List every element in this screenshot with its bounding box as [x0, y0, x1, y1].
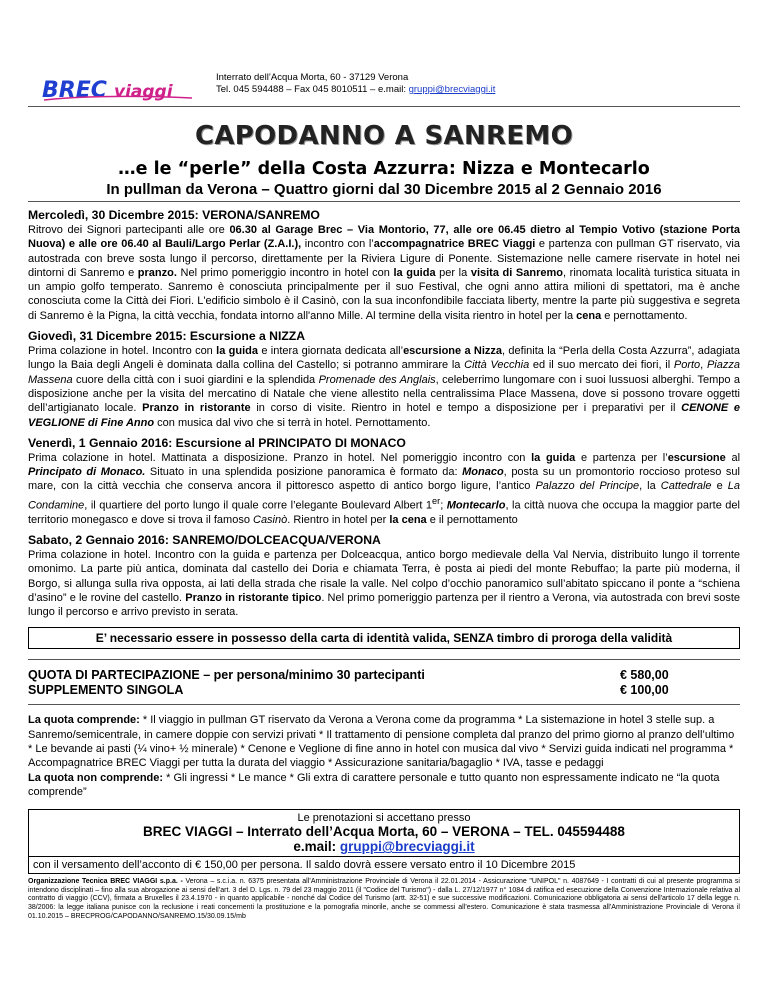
text-run: al: [725, 451, 741, 464]
text-run: con musica dal vivo che si terrà in hotel. Pernottamento.: [154, 416, 431, 429]
day-section: [28, 208, 740, 323]
text-run: Prima colazione in hotel. Incontro con: [28, 345, 217, 358]
text-run: la cena: [389, 513, 427, 526]
text-run: Prima colazione in hotel. Incontro con la guida e partenza per Dolceacqua, antico borgo medievale della Val Nervia, distribuito lungo il torrente omonimo. La parte più antica, dominata dal castello dei Doria e chiamata Terra, è posta ai piedi del monte Rebuffao; la parte più moderna, il Borgo, si allunga sulla riva opposta, ai lati della strada che risale la valle. Nel colpo d’occhio panoramico sull’abitato spiccano il ponte a “schiena d’asino” e le rovine del castello.: [28, 549, 740, 604]
day-description: [28, 344, 740, 430]
header-email-link[interactable]: gruppi@brecviaggi.it: [408, 84, 496, 95]
booking-email-line: [33, 839, 735, 854]
document-page: [28, 66, 740, 921]
booking-deposit: con il versamento dell’acconto di € 150,00 per persona. Il saldo dovrà essere versato entro il 10 Dicembre 2015: [29, 856, 739, 871]
header-rule: [28, 106, 740, 107]
quota-price: € 580,00: [620, 668, 669, 683]
text-run: e partenza con pullman GT riservato, via autostrada con breve sosta lungo il percorso, direttamente per la Riviera Ligure di Ponente. Sistemazione nelle camere riservate in hotel nei dintorni di Sanremo e: [28, 238, 740, 279]
day-section: [28, 533, 740, 619]
company-address: [216, 72, 495, 96]
inclusions: [28, 713, 740, 799]
booking-email-prefix: e.mail:: [293, 839, 340, 855]
day-heading: Sabato, 2 Gennaio 2016: SANREMO/DOLCEACQUA/VERONA: [28, 533, 381, 547]
text-run: . Nel primo pomeriggio partenza per il rientro a Verona, via autostrada con brevi soste lungo il percorso e arrivo previsto in serata.: [28, 591, 741, 619]
day-section: [28, 329, 740, 430]
text-run: , il quartiere del porto lungo il quale corre l’elegante Boulevard Albert 1: [84, 499, 433, 512]
text-run: in corso di visite. Rientro in hotel e tempo a disposizione per i preparativi per il: [250, 402, 682, 415]
text-run: cuore della città con i suoi giardini e la splendida: [72, 373, 319, 386]
text-run: e il pernottamento: [426, 513, 518, 526]
text-run: Promenade des Anglais: [318, 373, 436, 386]
price-values: [620, 668, 740, 698]
text-run: Pranzo in ristorante tipico: [185, 591, 322, 604]
text-run: Pranzo in ristorante: [142, 402, 251, 415]
booking-box: [28, 809, 740, 874]
single-supplement-price: € 100,00: [620, 683, 669, 698]
day-heading: Venerdì, 1 Gennaio 2016: Escursione al PRINCIPATO DI MONACO: [28, 435, 406, 450]
legal-footer: [28, 878, 740, 921]
text-run: Ritrovo dei Signori partecipanti alle ore: [28, 224, 230, 236]
id-card-notice: E’ necessario essere in possesso della carta di identità valida, SENZA timbro di proroga della validità: [28, 627, 740, 649]
text-run: Montecarlo: [446, 499, 506, 512]
contacts-prefix: Tel. 045 594488 – Fax 045 8010511 – e.mail:: [216, 84, 409, 95]
day-section: [28, 436, 740, 527]
text-run: . Rientro in hotel per: [287, 513, 390, 526]
footer-text: Verona – s.c.i.a. n. 6375 presentata all’Amministrazione Provinciale di Verona il 22.01.2014 - Assicurazione "UNIPOL" n. 4087649 - I contratti di cui al presente programma si intendono disciplinati – fino alla sua abrogazione ai sensi dell’art. 3 del D. Lgs. n. 79 del 23 maggio 2011 (il "Codice del Turismo") - dalla L. 27/12/1977 n° 1084 di ratifica ed esecuzione della Convenzione Internazionale relativa al contratto di viaggio (CCV), firmata a Bruxelles il 23.4.1970 - in quanto applicabile - nonché dal Codice del Turismo (artt. 32-51) e sue successive modificazioni. Comunicazione obbligatoria ai sensi dell'articolo 17 della legge n. 38/2006: la legge italiana punisce con la reclusione i reati concernenti la prostituzione e la pornografia minorile, anche se commessi all’estero. Comunicazione è stata trasmessa all’Amministrazione Provinciale di Verona il 01.10.2015 – BRECPROG/CAPODANNO/SANREMO.15/30.09.15/mb: [28, 878, 740, 920]
text-run: Monaco: [462, 466, 504, 479]
single-supplement-label: SUPPLEMENTO SINGOLA: [28, 683, 184, 698]
contacts-line: [216, 84, 495, 96]
footer-org: Organizzazione Tecnica BREC VIAGGI s.p.a. -: [28, 878, 183, 886]
text-run: la guida: [393, 266, 436, 279]
text-run: Casinò: [253, 513, 288, 526]
excludes-label: La quota non comprende:: [28, 771, 164, 784]
text-run: escursione: [667, 451, 726, 464]
price-block: [28, 659, 740, 705]
text-run: , definita la “Perla della Costa Azzurra”, adagiata lungo la Baia degli Angeli è dominata dalla collina del Castello; si potranno ammirare la: [28, 345, 740, 372]
text-run: Prima colazione in hotel. Mattinata a disposizione. Pranzo in hotel. Nel pomeriggio incontro con: [28, 451, 532, 464]
text-run: la guida: [531, 451, 576, 464]
text-run: escursione a Nizza: [403, 345, 503, 358]
text-run: Porto: [673, 359, 701, 372]
page-title: CAPODANNO A SANREMO: [195, 121, 573, 151]
text-run: e intera giornata dedicata all’: [257, 345, 404, 358]
day-heading: Mercoledì, 30 Dicembre 2015: VERONA/SANREMO: [28, 208, 320, 222]
text-run: ,: [700, 359, 707, 372]
text-run: , celeberrimo lungomare con i suoi lussuosi alberghi. Tempo a disposizione anche per la visita del mercatino di Natale che viene allestito nella centralissima Place Massena, dove si possono trovare oggetti dell’artigianato locale.: [28, 373, 740, 415]
text-run: incontro con l’: [301, 238, 374, 251]
includes-label: La quota comprende:: [28, 714, 140, 727]
booking-agency: BREC VIAGGI – Interrato dell’Acqua Morta, 60 – VERONA – TEL. 045594488: [143, 824, 625, 840]
day-heading: Giovedì, 31 Dicembre 2015: Escursione a NIZZA: [28, 329, 306, 344]
price-labels: [28, 668, 425, 698]
day-description: [28, 451, 740, 527]
svg-text:viaggi: viaggi: [114, 82, 173, 102]
includes-text: * Il viaggio in pullman GT riservato da Verona a Verona come da programma * La sistemazione in hotel 3 stelle sup. a Sanremo/semicentrale, in camere doppie con servizi privati * Il trattamento di pensione completa dal pranzo del primo giorno al pranzo dell’ultimo * Le bevande ai pasti (¼ vino+ ½ minerale) * Cenone e Veglione di fine anno in hotel con musica dal vivo * Servizi guida indicati nel programma * Accompagnatrice BREC Viaggi per tutta la durata del viaggio * Assicurazione sanitaria/bagaglio * IVA, tasse e pedaggi: [28, 714, 735, 770]
text-run: per la: [435, 266, 471, 279]
text-run: la guida: [216, 345, 258, 358]
text-run: Città Vecchia: [464, 359, 530, 372]
quota-label: QUOTA DI PARTECIPAZIONE – per persona/minimo 30 partecipanti: [28, 668, 425, 683]
text-run: Principato di Monaco.: [28, 466, 146, 479]
text-run: , la città nuova che occupa la maggior parte del territorio monegasco e dove si trova il famoso: [28, 499, 740, 526]
text-run: accompagnatrice BREC Viaggi: [373, 238, 536, 251]
text-run: visita di Sanremo: [470, 266, 564, 279]
text-run: , la: [639, 480, 661, 493]
text-run: ;: [440, 499, 447, 512]
text-run: ed il suo mercato dei fiori, il: [529, 359, 674, 372]
text-run: Situato in una splendida posizione panoramica è formato da:: [145, 466, 463, 479]
text-run: e pernottamento.: [601, 309, 688, 322]
letterhead: [28, 66, 740, 106]
brec-viaggi-logo: [42, 76, 198, 102]
page-subtitle: …e le “perle” della Costa Azzurra: Nizza e Montecarlo: [118, 159, 650, 179]
trip-summary: In pullman da Verona – Quattro giorni dal 30 Dicembre 2015 al 2 Gennaio 2016: [106, 181, 662, 198]
text-run: , posta su un promontorio roccioso proteso sul mare, con la città vecchia che conserva ancora il pittoresco aspetto di antico borgo ligure, l’antico: [28, 466, 740, 493]
text-run: Cattedrale: [660, 480, 712, 493]
text-run: er: [432, 495, 441, 506]
text-run: CENONE e VEGLIONE di Fine Anno: [28, 402, 740, 429]
text-run: Nel primo pomeriggio incontro in hotel con: [176, 266, 394, 279]
text-run: pranzo.: [137, 266, 177, 279]
itinerary: [28, 208, 740, 619]
excludes-text: * Gli ingressi * Le mance * Gli extra di carattere personale e tutto quanto non espressamente indicato ne “la quota comprende”: [28, 771, 720, 798]
text-run: Piazza Massena: [28, 359, 740, 386]
booking-email-link[interactable]: gruppi@brecviaggi.it: [339, 839, 475, 855]
text-run: 06.30 al Garage Brec – Via Montorio, 77, alle ore 06.45 dietro al Tempio Votivo (stazione Porta Nuova) e alle ore 06.40 al Bauli/Largo Perlar (Z.A.I.),: [28, 224, 740, 251]
text-run: Palazzo del Principe: [535, 480, 640, 493]
text-run: , rinomata località turistica situata in un ampio golfo temperato. Sanremo è conosciuta principalmente per il suo Festival, che ogni anno attira milioni di spettatori, ma è anche conosciuta come la Città dei Fiori. L'edificio simbolo è il Casinò, con la sua inconfondibile facciata liberty, mentre la parte più suggestiva e segreta di Sanremo è la Pigna, la città vecchia, fondata intorno all'anno Mille. Al termine della visita rientro in hotel per la: [28, 266, 740, 322]
address-line: Interrato dell’Acqua Morta, 60 - 37129 Verona: [216, 72, 409, 83]
day-description: [28, 223, 740, 323]
title-rule: [28, 201, 740, 202]
day-description: [28, 548, 740, 619]
text-run: e: [711, 480, 728, 493]
booking-intro: Le prenotazioni si accettano presso: [297, 812, 471, 825]
text-run: e partenza per l’: [575, 451, 668, 464]
text-run: cena: [576, 309, 602, 322]
text-run: La Condamine: [28, 480, 740, 512]
svg-text:BREC: BREC: [42, 78, 107, 102]
